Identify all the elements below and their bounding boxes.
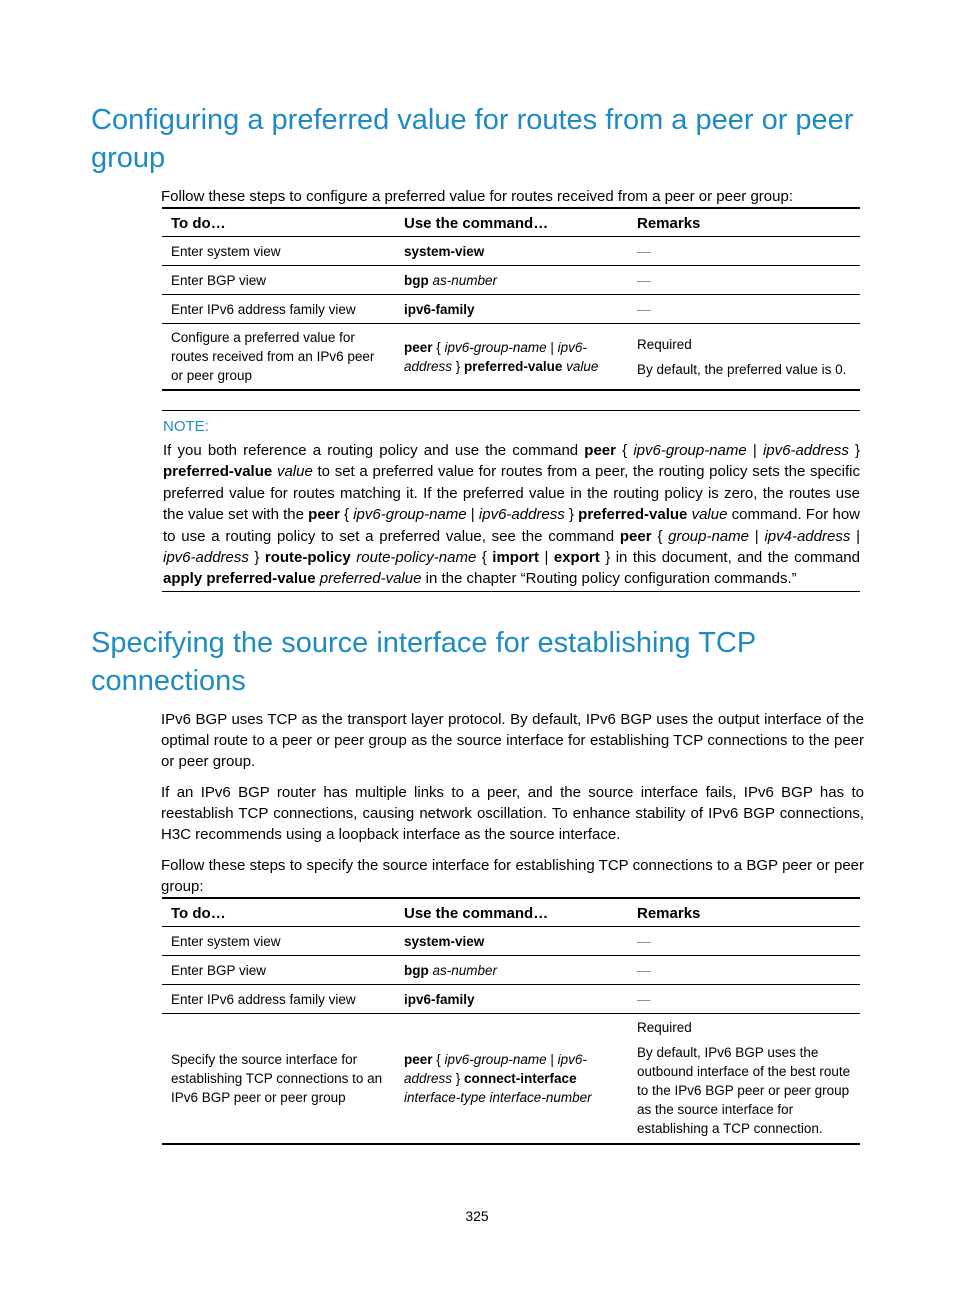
column-header-remarks: Remarks bbox=[628, 208, 860, 237]
body-paragraph: If an IPv6 BGP router has multiple links to a peer, and the source interface fails, IPv6 BGP has to reestablish TCP connections, causing network oscillation. To enhance stability of IPv6 BGP connections, H3C recommends using a loopback interface as the source interface. bbox=[161, 784, 864, 843]
command-argument: as-number bbox=[432, 272, 498, 288]
column-header-remarks: Remarks bbox=[628, 898, 860, 927]
command-argument: ipv6-address bbox=[404, 339, 587, 374]
column-header-todo: To do… bbox=[162, 898, 395, 927]
remark-cell bbox=[628, 324, 860, 391]
todo-cell: Enter BGP view bbox=[162, 266, 395, 295]
column-header-command: Use the command… bbox=[395, 898, 628, 927]
command-argument: ipv6-address bbox=[404, 1051, 587, 1086]
remark-line: Required bbox=[637, 336, 692, 352]
command-table-source-interface bbox=[162, 897, 860, 1145]
remark-cell: — bbox=[628, 927, 860, 956]
command-cell bbox=[395, 324, 628, 391]
section-heading-source-interface bbox=[91, 624, 756, 700]
command-cell bbox=[395, 956, 628, 985]
note-label: NOTE: bbox=[163, 418, 209, 435]
todo-cell: Enter IPv6 address family view bbox=[162, 985, 395, 1014]
note-box bbox=[162, 410, 860, 592]
command-argument: ipv6-group-name bbox=[444, 1051, 547, 1067]
syntax-brace: } bbox=[452, 1070, 465, 1086]
command-keyword: system-view bbox=[404, 933, 485, 949]
command-keyword: preferred-value bbox=[464, 358, 563, 374]
table-row bbox=[162, 324, 860, 391]
todo-cell: Enter IPv6 address family view bbox=[162, 295, 395, 324]
remark-cell: — bbox=[628, 237, 860, 266]
todo-cell: Enter system view bbox=[162, 237, 395, 266]
command-table-preferred-value bbox=[162, 207, 860, 391]
command-keyword: ipv6-family bbox=[404, 301, 475, 317]
table-row bbox=[162, 956, 860, 985]
table-row bbox=[162, 985, 860, 1014]
command-keyword: ipv6-family bbox=[404, 991, 475, 1007]
command-cell bbox=[395, 266, 628, 295]
table-row bbox=[162, 1014, 860, 1144]
note-text: If you both reference a routing policy and use the command peer { ipv6-group-name | ipv6-address } preferred-value value to set a preferred value for routes from a peer, the routing policy sets the specific preferred value for routes matching it. If the preferred value in the routing policy is zero, the routes use the value set with the peer { ipv6-group-name | ipv6-address } preferred-value value command. For how to use a routing policy to set a preferred value, see the command peer { group-name | ipv4-address | ipv6-address } route-policy route-policy-name { import | export } in this document, and the command apply preferred-value preferred-value in the chapter “Routing policy configuration commands.” bbox=[163, 442, 861, 588]
intro-paragraph: Follow these steps to configure a preferred value for routes received from a peer or peer group: bbox=[161, 188, 793, 205]
body-paragraph: IPv6 BGP uses TCP as the transport layer protocol. By default, IPv6 BGP uses the output interface of the optimal route to a peer or peer group as the source interface for establishing TCP connections to the peer or peer group. bbox=[161, 711, 864, 770]
command-keyword: connect-interface bbox=[464, 1070, 577, 1086]
syntax-separator: | bbox=[546, 339, 558, 355]
command-keyword: peer bbox=[404, 339, 433, 355]
column-header-todo: To do… bbox=[162, 208, 395, 237]
remark-cell: — bbox=[628, 295, 860, 324]
heading-line: group bbox=[91, 142, 166, 174]
syntax-separator: | bbox=[546, 1051, 558, 1067]
page-number: 325 bbox=[465, 1208, 489, 1224]
todo-cell: Configure a preferred value for routes received from an IPv6 peer or peer group bbox=[162, 324, 395, 391]
todo-cell: Specify the source interface for establishing TCP connections to an IPv6 BGP peer or peer group bbox=[162, 1014, 395, 1144]
command-cell bbox=[395, 985, 628, 1014]
remark-line: Required bbox=[637, 1020, 692, 1036]
table-row bbox=[162, 927, 860, 956]
command-keyword: bgp bbox=[404, 962, 429, 978]
remark-line: By default, IPv6 BGP uses the outbound interface of the best route to the IPv6 BGP peer or peer group as the source interface for establishing a TCP connection. bbox=[637, 1045, 851, 1137]
command-keyword: peer bbox=[404, 1051, 433, 1067]
syntax-brace: } bbox=[452, 358, 465, 374]
heading-line: Specifying the source interface for establishing TCP bbox=[91, 627, 757, 659]
table-row bbox=[162, 237, 860, 266]
remark-line: By default, the preferred value is 0. bbox=[637, 361, 847, 377]
command-cell bbox=[395, 927, 628, 956]
command-keyword: bgp bbox=[404, 272, 429, 288]
todo-cell: Enter system view bbox=[162, 927, 395, 956]
remark-cell: — bbox=[628, 985, 860, 1014]
command-cell bbox=[395, 295, 628, 324]
command-argument: interface-type interface-number bbox=[404, 1089, 592, 1105]
remark-cell: — bbox=[628, 266, 860, 295]
column-header-command: Use the command… bbox=[395, 208, 628, 237]
table-header-row bbox=[162, 898, 860, 927]
todo-cell: Enter BGP view bbox=[162, 956, 395, 985]
heading-line: Configuring a preferred value for routes from a peer or peer bbox=[91, 104, 854, 136]
command-argument: ipv6-group-name bbox=[444, 339, 547, 355]
remark-cell: — bbox=[628, 956, 860, 985]
command-cell bbox=[395, 1014, 628, 1144]
command-keyword: system-view bbox=[404, 243, 485, 259]
section-heading-preferred-value bbox=[91, 101, 853, 177]
heading-line: connections bbox=[91, 665, 246, 697]
body-paragraph: Follow these steps to specify the source interface for establishing TCP connections to a BGP peer or peer group: bbox=[161, 857, 864, 895]
syntax-brace: { bbox=[432, 1051, 445, 1067]
command-argument: as-number bbox=[432, 962, 498, 978]
command-argument: value bbox=[566, 358, 599, 374]
command-cell bbox=[395, 237, 628, 266]
remark-cell bbox=[628, 1014, 860, 1144]
table-header-row bbox=[162, 208, 860, 237]
table-row bbox=[162, 295, 860, 324]
table-row bbox=[162, 266, 860, 295]
syntax-brace: { bbox=[432, 339, 445, 355]
